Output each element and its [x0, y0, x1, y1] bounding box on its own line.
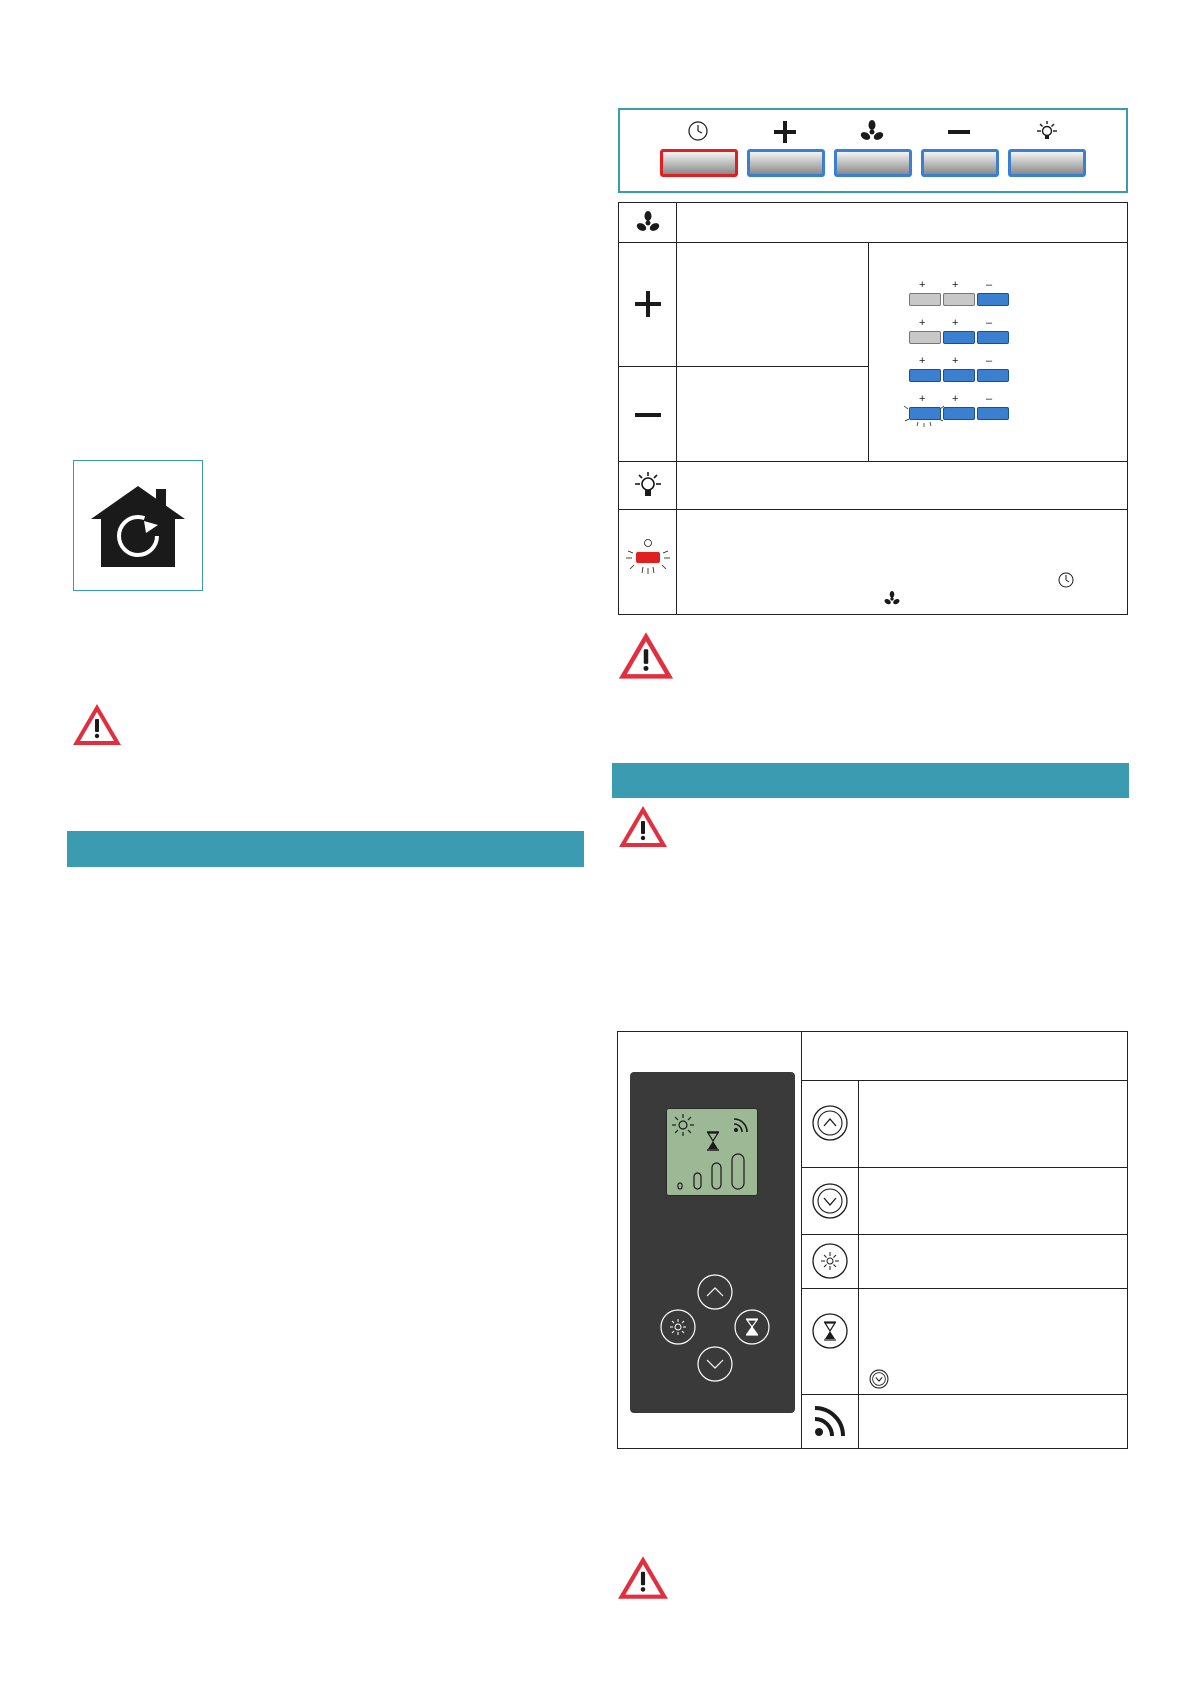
- section-header-bar: [612, 763, 1129, 798]
- remote-control-table: [617, 1031, 1128, 1449]
- key-label-plus: +: [952, 355, 959, 367]
- speed-key: [943, 331, 975, 344]
- speed-key: [977, 407, 1009, 420]
- warning-triangle-icon: [616, 630, 676, 682]
- minus-button[interactable]: [921, 149, 999, 177]
- speed-key: [909, 331, 941, 344]
- speed-level-indicator: [909, 279, 1039, 433]
- fan-button[interactable]: [834, 149, 912, 177]
- timer-blinking-icon: [622, 537, 674, 577]
- key-label-plus: +: [952, 317, 959, 329]
- warning-triangle-icon: [71, 702, 123, 748]
- key-label-minus: –: [986, 355, 993, 367]
- wifi-signal-icon: [813, 1404, 847, 1438]
- key-label-plus: +: [952, 279, 959, 291]
- fan-icon: [636, 211, 660, 235]
- speed-key: [943, 369, 975, 382]
- speed-key: [909, 369, 941, 382]
- key-label-plus: +: [919, 317, 926, 329]
- speed-level-row: [909, 393, 1029, 427]
- down-arrow-icon: [811, 1182, 849, 1220]
- key-label-minus: –: [986, 393, 993, 405]
- lcd-screen: [666, 1108, 758, 1196]
- light-button[interactable]: [1008, 149, 1086, 177]
- speed-key: [909, 293, 941, 306]
- plus-icon: [773, 120, 797, 144]
- key-label-plus: +: [919, 393, 926, 405]
- key-label-plus: +: [952, 393, 959, 405]
- function-table: [618, 202, 1128, 615]
- light-icon: [671, 1113, 695, 1137]
- speed-bars-icon: [677, 1153, 751, 1191]
- key-label-minus: –: [986, 279, 993, 291]
- timer-icon: [687, 120, 709, 142]
- speed-key: [943, 407, 975, 420]
- section-header-bar: [67, 831, 584, 867]
- wifi-signal-icon: [733, 1117, 749, 1133]
- plus-button[interactable]: [747, 149, 825, 177]
- fan-icon: [860, 120, 884, 144]
- speed-level-row: [909, 317, 1029, 345]
- fan-icon: [884, 591, 900, 607]
- hourglass-icon: [706, 1131, 720, 1151]
- warning-triangle-icon: [617, 804, 669, 850]
- key-label-plus: +: [919, 279, 926, 291]
- home-icon-frame: [73, 460, 203, 591]
- light-bulb-icon: [633, 470, 663, 500]
- down-arrow-icon: [869, 1369, 889, 1389]
- speed-key: [977, 293, 1009, 306]
- speed-level-row: [909, 355, 1029, 383]
- home-recirculation-icon: [74, 461, 202, 590]
- speed-key: [943, 293, 975, 306]
- up-arrow-icon: [811, 1104, 849, 1142]
- speed-key: [977, 369, 1009, 382]
- minus-icon: [947, 120, 971, 144]
- minus-icon: [634, 401, 662, 429]
- remote-control: [630, 1072, 795, 1413]
- warning-triangle-icon: [616, 1554, 670, 1602]
- timer-icon: [1057, 571, 1075, 589]
- key-label-plus: +: [919, 355, 926, 367]
- hourglass-icon: [811, 1312, 849, 1350]
- speed-key: [977, 331, 1009, 344]
- timer-button[interactable]: [660, 149, 738, 177]
- light-bulb-icon: [1034, 119, 1060, 143]
- remote-keypad: [660, 1274, 770, 1384]
- speed-level-row: [909, 279, 1029, 307]
- light-icon: [811, 1242, 849, 1280]
- speed-key-blinking: [909, 407, 941, 420]
- control-panel: [618, 108, 1128, 193]
- key-label-minus: –: [986, 317, 993, 329]
- plus-icon: [634, 290, 662, 318]
